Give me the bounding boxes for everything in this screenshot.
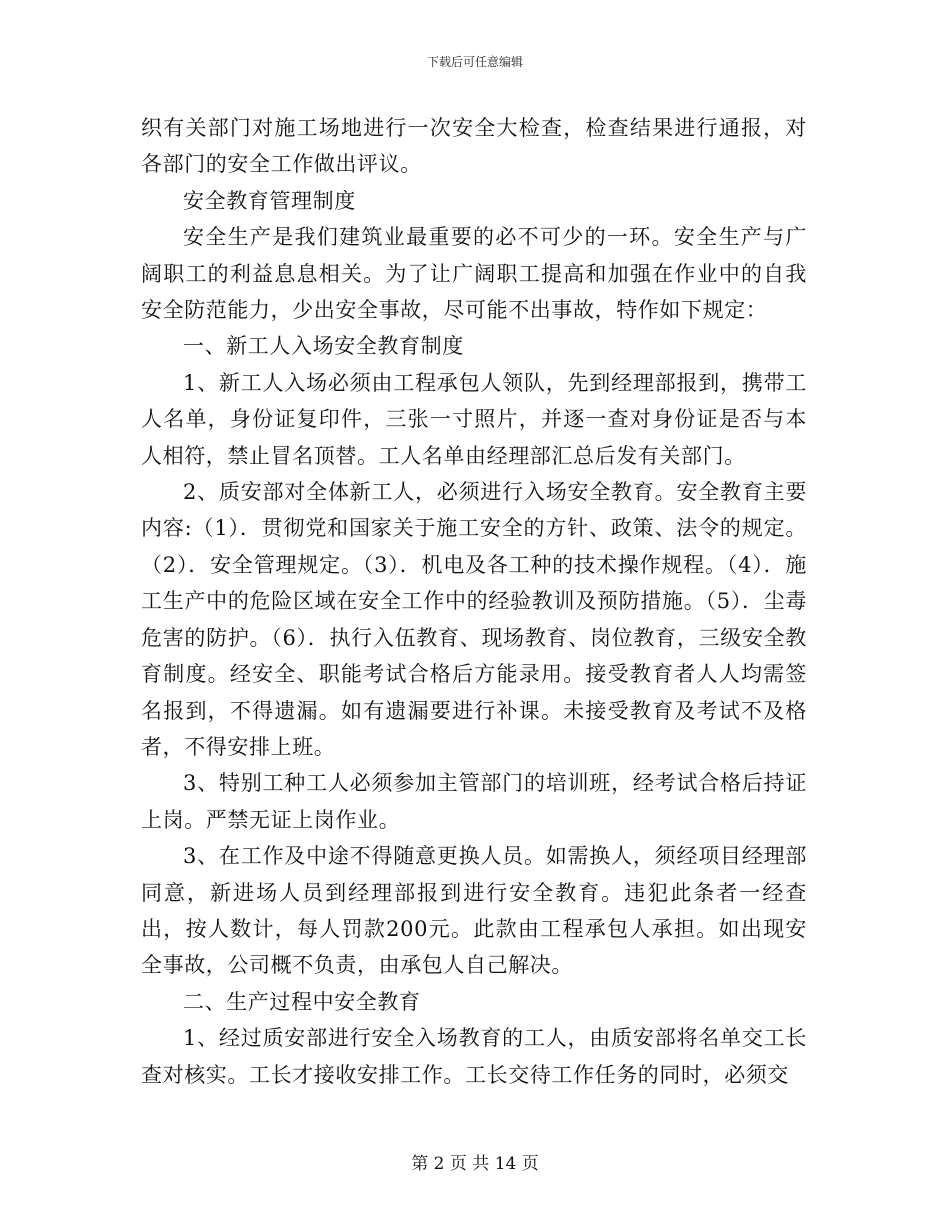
paragraph-item-3-personnel-change: 3、在工作及中途不得随意更换人员。如需换人，须经项目经理部同意，新进场人员到经理部报到进行安全教育。违犯此条者一经查出，按人数计，每人罚款200元。此款由工程承包人承担。如出现安全事故，公司概不负责，由承包人自己解决。 <box>141 844 807 978</box>
heading-production-safety-education: 二、生产过程中安全教育 <box>183 989 421 1014</box>
paragraph-intro: 安全生产是我们建筑业最重要的必不可少的一环。安全生产与广阔职工的利益息息相关。为了让广阔职工提高和加强在作业中的自我安全防范能力，少出安全事故，尽可能不出事故，特作如下规定： <box>141 225 807 323</box>
document-body <box>141 110 807 1093</box>
page-header: 下载后可任意编辑 <box>426 55 523 69</box>
paragraph-item-1: 1、新工人入场必须由工程承包人领队，先到经理部报到，携带工人名单，身份证复印件，三张一寸照片，并逐一查对身份证是否与本人相符，禁止冒名顶替。工人名单由经理部汇总后发有关部门。 <box>141 370 807 468</box>
paragraph-production-item-1: 1、经过质安部进行安全入场教育的工人，由质安部将名单交工长查对核实。工长才接收安排工作。工长交待工作任务的同时，必须交 <box>141 1026 807 1087</box>
paragraph-item-2: 2、质安部对全体新工人，必须进行入场安全教育。安全教育主要内容:（1）．贯彻党和国家关于施工安全的方针、政策、法令的规定。（2）．安全管理规定。（3）．机电及各工种的技术操作规程。（4）．施工生产中的危险区域在安全工作中的经验教训及预防措施。（5）．尘毒危害的防护。（6）．执行入伍教育、现场教育、岗位教育，三级安全教育制度。经安全、职能考试合格后方能录用。接受教育者人人均需签名报到，不得遗漏。如有遗漏要进行补课。未接受教育及考试不及格者，不得安排上班。 <box>141 480 807 759</box>
heading-new-worker-education: 一、新工人入场安全教育制度 <box>183 334 464 359</box>
paragraph-continuation: 织有关部门对施工场地进行一次安全大检查，检查结果进行通报，对各部门的安全工作做出评议。 <box>141 116 807 177</box>
section-title-safety-education: 安全教育管理制度 <box>183 188 356 213</box>
paragraph-item-3-special-workers: 3、特别工种工人必须参加主管部门的培训班，经考试合格后持证上岗。严禁无证上岗作业。 <box>141 771 807 832</box>
page-footer: 第 2 页 共 14 页 <box>411 1154 539 1174</box>
